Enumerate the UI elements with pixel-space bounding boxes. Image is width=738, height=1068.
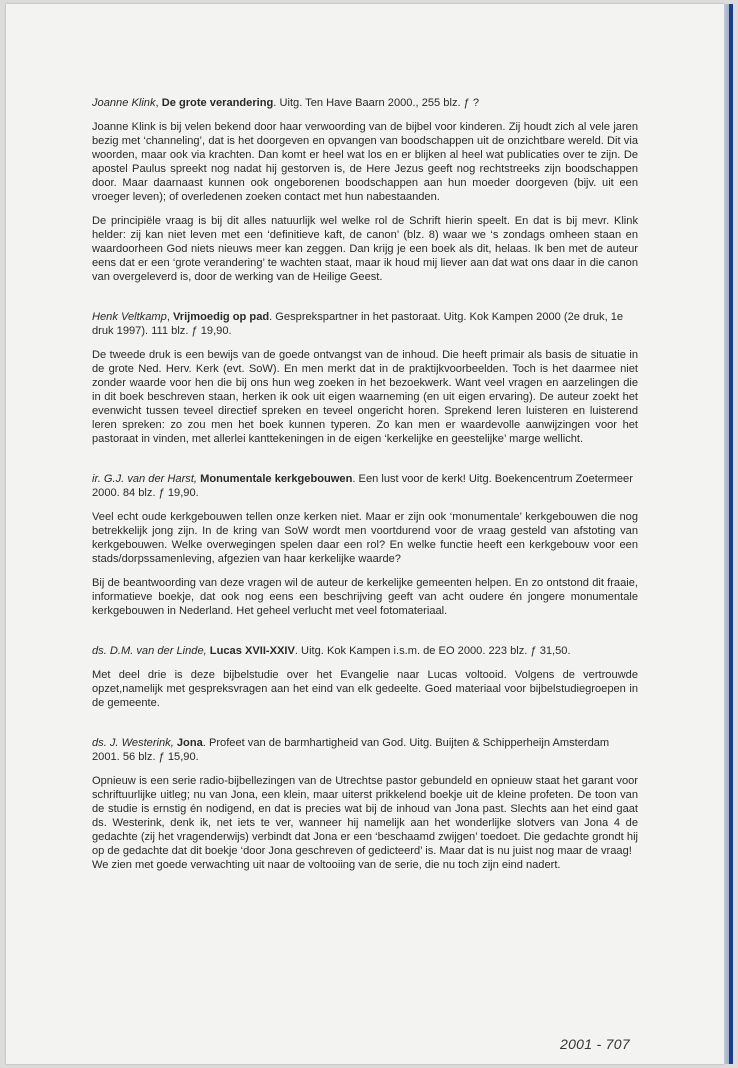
review-details: . Uitg. Kok Kampen i.s.m. de EO 2000. 223 blz. ƒ 31,50. [294,645,571,657]
review-author: ds. J. Westerink, [92,737,174,749]
review-title: Lucas XVII-XXIV [209,645,295,657]
review-title: Jona [176,737,203,749]
review-author: ds. D.M. van der Linde, [92,645,207,657]
review-title: Monumentale kerkgebouwen [200,473,353,485]
review-paragraph: Met deel drie is deze bijbelstudie over het Evangelie naar Lucas voltooid. Volgens de vertrouwde opzet,namelijk met gespreksvragen aan het eind van elk gedeelte. Goed materiaal voor bijbelstudiegroepen in de gemeente. [92,669,638,709]
review-header: Joanne Klink, De grote verandering. Uitg. Ten Have Baarn 2000., 255 blz. ƒ ? [92,97,480,109]
review-paragraph: Bij de beantwoording van deze vragen wil de auteur de kerkelijke gemeenten helpen. En zo ontstond dit fraaie, informatieve boekje, dat ook nog eens een beschrijving geeft van acht oudere én jongere monumentale kerkgebouwen in Nederland. Het geheel verlucht met veel fotomateriaal. [92,577,638,617]
review-title: Vrijmoedig op pad [172,311,270,323]
review-header [92,736,638,764]
review-author: Joanne Klink [92,97,156,109]
review-title: De grote verandering [161,97,274,109]
review-header [92,472,638,500]
review-veltkamp [92,310,638,446]
review-details: . Uitg. Ten Have Baarn 2000., 255 blz. ƒ ? [273,97,480,109]
review-author: Henk Veltkamp [92,311,167,323]
review-header: Henk Veltkamp, Vrijmoedig op pad. Gesprekspartner in het pastoraat. Uitg. Kok Kampen 2000 (2e druk, 1e druk 1997). 111 blz. ƒ 19,90. [92,311,624,337]
binding-edge [729,4,733,1064]
review-klink [92,96,638,284]
review-header [92,644,638,658]
review-details: . Gesprekspartner in het pastoraat. Uitg. Kok Kampen 2000 (2e druk, 1e druk 1997). 111 blz. ƒ 19,90. [92,311,624,337]
book-reviews [92,96,638,898]
review-paragraph: Veel echt oude kerkgebouwen tellen onze kerken niet. Maar er zijn ook ‘monumentale’ kerkgebouwen die nog betrekkelijk jong zijn. In de kring van SoW wordt men voortdurend voor de vraag gesteld van afstoting van kerkgebouwen. Welke overwegingen spelen daar een rol? En welke functie heeft een kerkgebouw voor een stads/dorpssamenleving, afgezien van haar kerkelijke waarde? [92,511,638,565]
review-paragraph: We zien met goede verwachting uit naar de voltooiing van de serie, die nu toch zijn eind nadert. [92,859,561,871]
review-details: . Een lust voor de kerk! Uitg. Boekencentrum Zoetermeer 2000. 84 blz. ƒ 19,90. [92,473,633,499]
review-van-der-harst [92,472,638,618]
review-van-der-linde [92,644,638,710]
review-paragraph: Opnieuw is een serie radio-bijbellezingen van de Utrechtse pastor gebundeld en opnieuw staat het garant voor schriftuurlijke uitleg; nu van Jona, een klein, maar uiterst prikkelend boekje uit de kleine profeten. De toon van de studie is ernstig én nodigend, en dat is precies wat bij de inhoud van Jona past. Slechts aan het eind gaat ds. Westerink, denk ik, net iets te ver, wanneer hij namelijk aan het wonderlijke slotvers van Jona 4 de gedachte (zij het vragenderwijs) verbindt dat Jona er een ‘beschaamd zwijgen’ toedoet. Die gedachte grondt hij op de gedachte dat dit boekje ‘door Jona geschreven of gedicteerd’ is. Maar dat is nu juist nog maar de vraag! [92,775,638,857]
review-details: . Profeet van de barmhartigheid van God. Uitg. Buijten & Schipperheijn Amsterdam 2001. 56 blz. ƒ 15,90. [92,737,610,763]
review-paragraph: De tweede druk is een bewijs van de goede ontvangst van de inhoud. Die heeft primair als basis de situatie in de grote Ned. Herv. Kerk (evt. SoW). En men merkt dat in de praktijkvoorbeelden. Toch is het daarmee niet zonder waarde voor hen die bij ons hun weg zoeken in het bezoekwerk. Want veel vragen en aarzelingen die in dit boek beschreven staan, herken ik ook uit eigen waarneming (en uit eigen ervaring). De auteur zoekt het evenwicht tussen teveel directief spreken en teveel ongericht horen. Sprekend leren luisteren en luisterend leren spreken: zo zou men het boek kunnen typeren. Zo kan men er waardevolle aanwijzingen voor het pastoraat in vinden, met allerlei kanttekeningen in de eigen ‘kerkelijke en geestelijke’ marge wellicht. [92,349,638,445]
review-paragraph: De principiële vraag is bij dit alles natuurlijk wel welke rol de Schrift hierin speelt. En dat is bij mevr. Klink helder: zij kan niet leven met een ‘definitieve kaft, de canon’ (blz. 8) waar we ‘s zondags omheen staan en waardoorheen God niets nieuws meer kan zeggen. Dan krijg je een boek als dit, helaas. Ik ben met de auteur eens dat er een ‘grote verandering’ te wachten staat, maar ik houd mij liever aan dat wat ons daar in die canon van overgeleverd is, door de werking van de Heilige Geest. [92,215,638,283]
review-author: ir. G.J. van der Harst, [92,473,198,485]
page-number: 2001 - 707 [560,1036,630,1052]
review-paragraph: Joanne Klink is bij velen bekend door haar verwoording van de bijbel voor kinderen. Zij houdt zich al vele jaren bezig met ‘channeling’, dat is het doorgeven en opvangen van boodschappen uit de onzichtbare wereld. Dit via woorden, maar ook via krachten. Dan komt er heel wat los en er blijken al heel wat publicaties over te zijn. De apostel Paulus spreekt nog nadat hij gestorven is, de Here Jezus geeft nog rechtstreeks zijn boodschappen door. Maar daarnaast kunnen ook ongeborenen boodschappen aan hun moeder doorgeven (bijv. uit een vroeger leven); of overledenen zoeken contact met hun nabestaanden. [92,121,638,203]
review-westerink [92,736,638,872]
